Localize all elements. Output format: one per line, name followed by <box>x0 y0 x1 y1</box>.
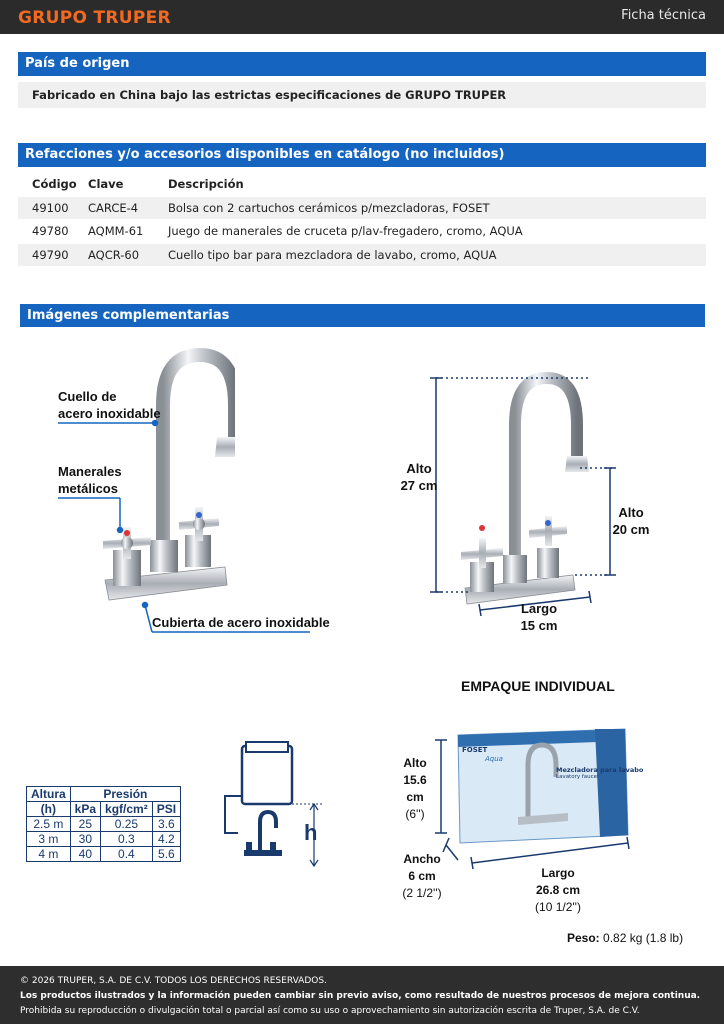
cell-description: Cuello tipo bar para mezcladora de lavabo, cromo, AQUA <box>168 247 497 262</box>
brand-logo: GRUPO TRUPER <box>18 8 171 28</box>
callout-neck-line1: Cuello de <box>58 389 117 404</box>
packaging-title: EMPAQUE INDIVIDUAL <box>461 678 615 694</box>
table-row <box>27 817 181 832</box>
box-brand: FOSET <box>462 746 488 754</box>
callout-handles-line1: Manerales <box>58 464 122 479</box>
parts-section-header: Refacciones y/o accesorios disponibles en catálogo (no incluidos) <box>18 143 706 167</box>
pkg-largo-imperial: (10 1/2'') <box>535 900 581 914</box>
dim-alto-total-value: 27 cm <box>400 478 438 493</box>
cell-code: 49780 <box>32 224 69 239</box>
cell-key: AQMM-61 <box>88 224 144 239</box>
pkg-alto <box>395 755 435 823</box>
pkg-largo <box>530 865 586 916</box>
weight-value: 0.82 kg (1.8 lb) <box>603 931 684 945</box>
cell-code: 49790 <box>32 247 69 262</box>
cell-height: 4 m <box>27 847 71 862</box>
cell-kpa: 40 <box>70 847 100 862</box>
table-row <box>27 832 181 847</box>
cell-key: CARCE-4 <box>88 200 139 215</box>
dim-alto-spout-value: 20 cm <box>612 522 650 537</box>
cell-height: 2.5 m <box>27 817 71 832</box>
col-kgf: kgf/cm² <box>101 802 153 817</box>
col-code: Código <box>32 177 77 192</box>
dim-largo-label: Largo <box>520 601 558 616</box>
cell-psi: 5.6 <box>152 847 180 862</box>
cell-kgf: 0.4 <box>101 847 153 862</box>
pkg-largo-label: Largo <box>541 866 575 880</box>
dim-alto-total-label: Alto <box>406 461 432 476</box>
pkg-ancho-imperial: (2 1/2'') <box>402 886 442 900</box>
cell-kpa: 25 <box>70 817 100 832</box>
pressure-table <box>26 786 181 862</box>
cell-psi: 4.2 <box>152 832 180 847</box>
pkg-ancho <box>400 851 444 902</box>
pkg-ancho-label: Ancho <box>403 852 441 866</box>
box-line: Aqua <box>485 755 503 763</box>
box-product: Mezcladora para lavabo <box>556 766 644 774</box>
col-description: Descripción <box>168 177 244 192</box>
col-altura: Altura <box>27 787 71 802</box>
pkg-alto-label: Alto <box>403 756 427 770</box>
footer-copyright: © 2026 TRUPER, S.A. DE C.V. TODOS LOS DERECHOS RESERVADOS. <box>20 976 327 986</box>
height-h-label: h <box>304 820 318 845</box>
table-row <box>27 847 181 862</box>
pkg-largo-value: 26.8 cm <box>535 883 581 897</box>
footer <box>0 966 724 1024</box>
origin-text: Fabricado en China bajo las estrictas especificaciones de GRUPO TRUPER <box>18 82 706 108</box>
cell-key: AQCR-60 <box>88 247 140 262</box>
cell-code: 49100 <box>32 200 69 215</box>
col-altura-unit: (h) <box>27 802 71 817</box>
origin-section-header: País de origen <box>18 52 706 76</box>
cell-height: 3 m <box>27 832 71 847</box>
document-type: Ficha técnica <box>621 8 706 23</box>
footer-prohibition: Prohibida su reproducción o divulgación total o parcial así como su uso o aprovechamiento sin autorización escrita de Truper, S.A. de C.V. <box>20 1006 640 1016</box>
cell-kgf: 0.25 <box>101 817 153 832</box>
dim-alto-spout-label: Alto <box>618 505 644 520</box>
col-presion: Presión <box>70 787 180 802</box>
weight-label: Peso: <box>567 931 600 945</box>
col-kpa: kPa <box>70 802 100 817</box>
callout-handles-line2: metálicos <box>58 481 118 496</box>
footer-disclaimer: Los productos ilustrados y la información pueden cambiar sin previo aviso, como resultado de nuestros procesos de mejora continua. <box>20 991 701 1001</box>
pkg-ancho-value: 6 cm <box>408 869 436 883</box>
cell-description: Bolsa con 2 cartuchos cerámicos p/mezcladoras, FOSET <box>168 200 490 215</box>
pkg-alto-imperial: (6'') <box>405 807 425 821</box>
callout-neck-line2: acero inoxidable <box>58 406 161 421</box>
cell-kgf: 0.3 <box>101 832 153 847</box>
cell-kpa: 30 <box>70 832 100 847</box>
col-key: Clave <box>88 177 124 192</box>
callout-deck: Cubierta de acero inoxidable <box>152 615 330 630</box>
weight <box>567 930 683 947</box>
water-tank-diagram <box>220 738 330 873</box>
images-section-header: Imágenes complementarias <box>20 304 705 327</box>
cell-description: Juego de manerales de cruceta p/lav-fregadero, cromo, AQUA <box>168 224 523 239</box>
pkg-alto-value: 15.6 cm <box>403 773 427 804</box>
cell-psi: 3.6 <box>152 817 180 832</box>
col-psi: PSI <box>152 802 180 817</box>
dim-largo-value: 15 cm <box>520 618 558 633</box>
box-product-en: Lavatory faucet <box>556 774 600 780</box>
